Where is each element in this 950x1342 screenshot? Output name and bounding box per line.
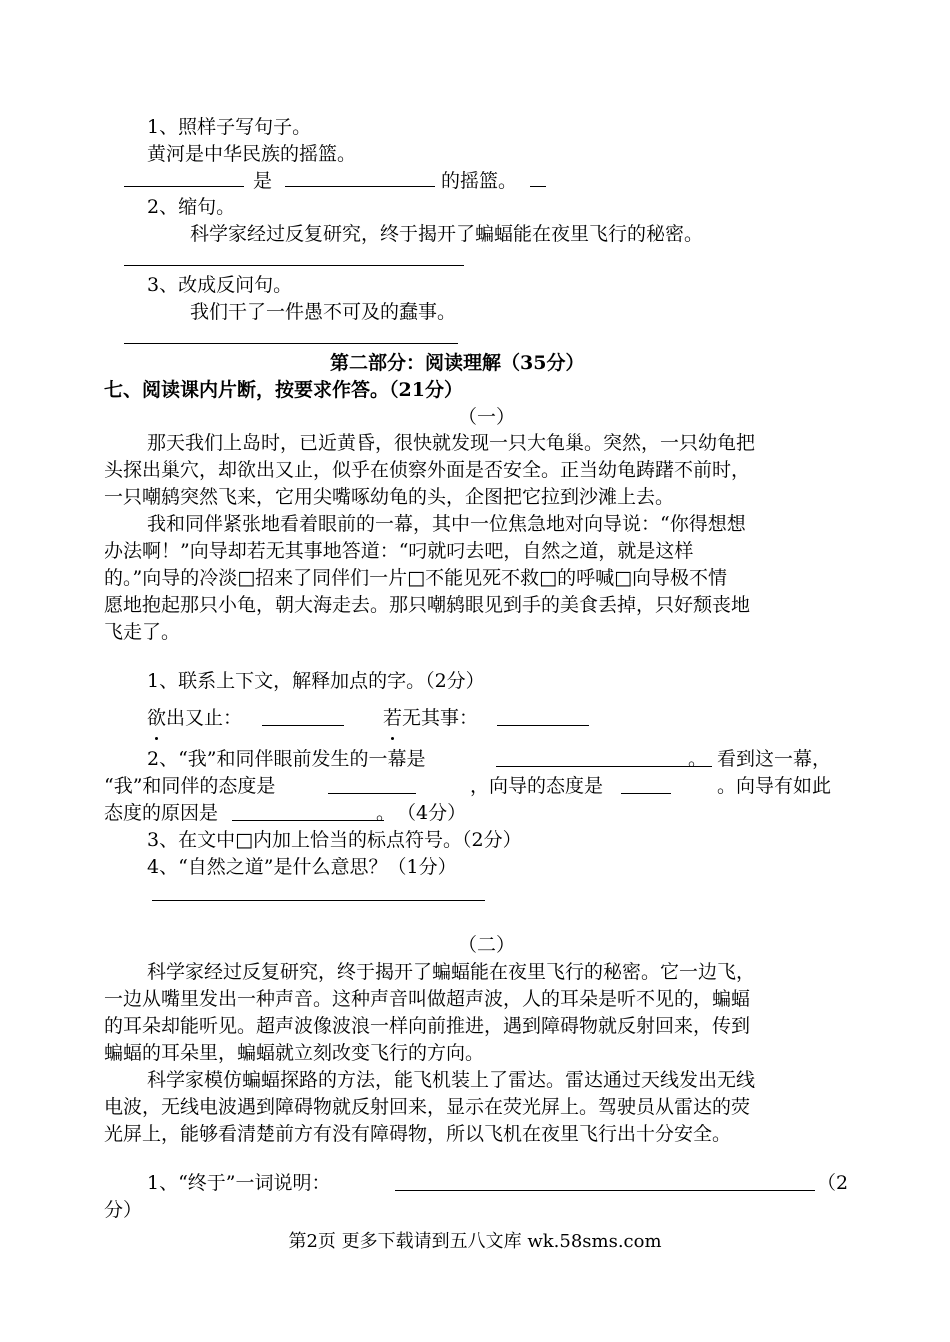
passage1-line: 愿地抱起那只小龟，朝大海走去。那只嘲鸫眼见到手的美食丢掉，只好颓丧地 [104, 594, 751, 616]
passage1-line: 的。”向导的冷淡□招来了同伴们一片□不能见死不救□的呼喊□向导极不情 [104, 567, 728, 589]
dotted-char: 若 [383, 707, 403, 729]
passage2-line: 光屏上，能够看清楚前方有没有障碍物，所以飞机在夜里飞行出十分安全。 [104, 1123, 732, 1145]
q1-blank-3[interactable] [530, 186, 546, 187]
q1-blank-1[interactable] [124, 186, 244, 187]
p1-q4-answer-line[interactable] [152, 900, 485, 901]
p2-q1-answer-line[interactable] [395, 1190, 815, 1191]
passage2-line: 一边从嘴里发出一种声音。这种声音叫做超声波，人的耳朵是听不见的，蝙蝠 [104, 988, 751, 1010]
passage2-line: 蝙蝠的耳朵里，蝙蝠就立刻改变飞行的方向。 [104, 1042, 485, 1064]
q2-answer-line[interactable] [124, 265, 464, 266]
passage2-line: 电波，无线电波遇到障碍物就反射回来，显示在荧光屏上。驾驶员从雷达的荧 [104, 1096, 751, 1118]
q3-title: 3、改成反问句。 [147, 274, 293, 296]
p1-question-4: 4、“自然之道”是什么意思？（1分） [147, 856, 457, 878]
p1-q2-line2-b: ，向导的态度是 [470, 775, 604, 797]
p1-q2-line1-a: 2、“我”和同伴眼前发生的一幕是 [147, 748, 426, 770]
p1-q2-blank-4[interactable] [232, 820, 384, 821]
p1-q2-line2-c: 。向导有如此 [717, 775, 832, 797]
p1-question-3: 3、在文中□内加上恰当的标点符号。（2分） [147, 829, 522, 851]
p1-q1-item-b [383, 705, 478, 731]
p2-question-1: 1、“终于”一词说明： [147, 1172, 331, 1194]
passage1-line: 飞走了。 [104, 621, 181, 643]
passage1-line: 那天我们上岛时，已近黄昏，很快就发现一只大龟巢。突然，一只幼龟把 [147, 432, 756, 454]
part-two-heading: 第二部分：阅读理解（35分） [330, 352, 585, 374]
page-footer: 第2页 更多下载请到五八文库 wk.58sms.com [288, 1231, 662, 1252]
q1-is: 是 [253, 170, 273, 192]
q1-blank-2[interactable] [285, 186, 435, 187]
p1-q2-line3-b: 。 [376, 802, 396, 824]
p1-q2-line1-b: 。 [688, 748, 708, 770]
q3-answer-line[interactable] [124, 343, 458, 344]
passage1-line: 一只嘲鸫突然飞来，它用尖嘴啄幼龟的头，企图把它拉到沙滩上去。 [104, 486, 675, 508]
passage1-label: （一） [458, 406, 516, 428]
q2-title: 2、缩句。 [147, 196, 236, 218]
q1-example: 黄河是中华民族的摇篮。 [147, 143, 357, 165]
passage1-line: 头探出巢穴，却欲出又止，似乎在侦察外面是否安全。正当幼龟踌躇不前时， [104, 459, 751, 481]
passage1-line: 我和同伴紧张地看着眼前的一幕，其中一位焦急地对向导说：“你得想想 [147, 513, 746, 535]
passage2-line: 的耳朵却能听见。超声波像波浪一样向前推进，遇到障碍物就反射回来，传到 [104, 1015, 751, 1037]
p1-q2-line1-c: 看到这一幕， [717, 748, 832, 770]
q1-title: 1、照样子写句子。 [147, 116, 312, 138]
p1-q2-line2-a: “我”和同伴的态度是 [104, 775, 276, 797]
passage2-line: 科学家经过反复研究，终于揭开了蝙蝠能在夜里飞行的秘密。它一边飞， [147, 961, 756, 983]
dotted-char: 欲 [147, 707, 167, 729]
p1-question-1: 1、联系上下文，解释加点的字。（2分） [147, 670, 485, 692]
passage2-label: （二） [458, 934, 516, 956]
q2-sentence: 科学家经过反复研究，终于揭开了蝙蝠能在夜里飞行的秘密。 [190, 223, 704, 245]
passage1-line: 办法啊！”向导却若无其事地答道：“叼就叼去吧，自然之道，就是这样 [104, 540, 694, 562]
p1-q2-blank-3[interactable] [621, 793, 671, 794]
q1-item-a-text: 出又止： [166, 707, 243, 729]
p1-q2-line3-a: 态度的原因是 [104, 802, 219, 824]
q3-sentence: 我们干了一件愚不可及的蠢事。 [190, 301, 457, 323]
p1-q1-blank-b[interactable] [497, 725, 589, 726]
p1-q2-blank-1[interactable] [496, 766, 712, 767]
p1-q1-blank-a[interactable] [262, 725, 344, 726]
p1-q2-blank-2[interactable] [328, 793, 416, 794]
p1-q1-item-a [147, 705, 242, 731]
passage2-line: 科学家模仿蝙蝠探路的方法，能飞机装上了雷达。雷达通过天线发出无线 [147, 1069, 756, 1091]
p1-q2-line3-c: （4分） [397, 802, 467, 824]
q1-cradle: 的摇篮。 [441, 170, 518, 192]
q1-item-b-text: 无其事： [402, 707, 479, 729]
section-seven-title: 七、阅读课内片断，按要求作答。（21分） [104, 379, 463, 401]
p2-question-1-score: （2 [817, 1172, 849, 1194]
p2-question-1-score-cont: 分） [104, 1199, 143, 1221]
